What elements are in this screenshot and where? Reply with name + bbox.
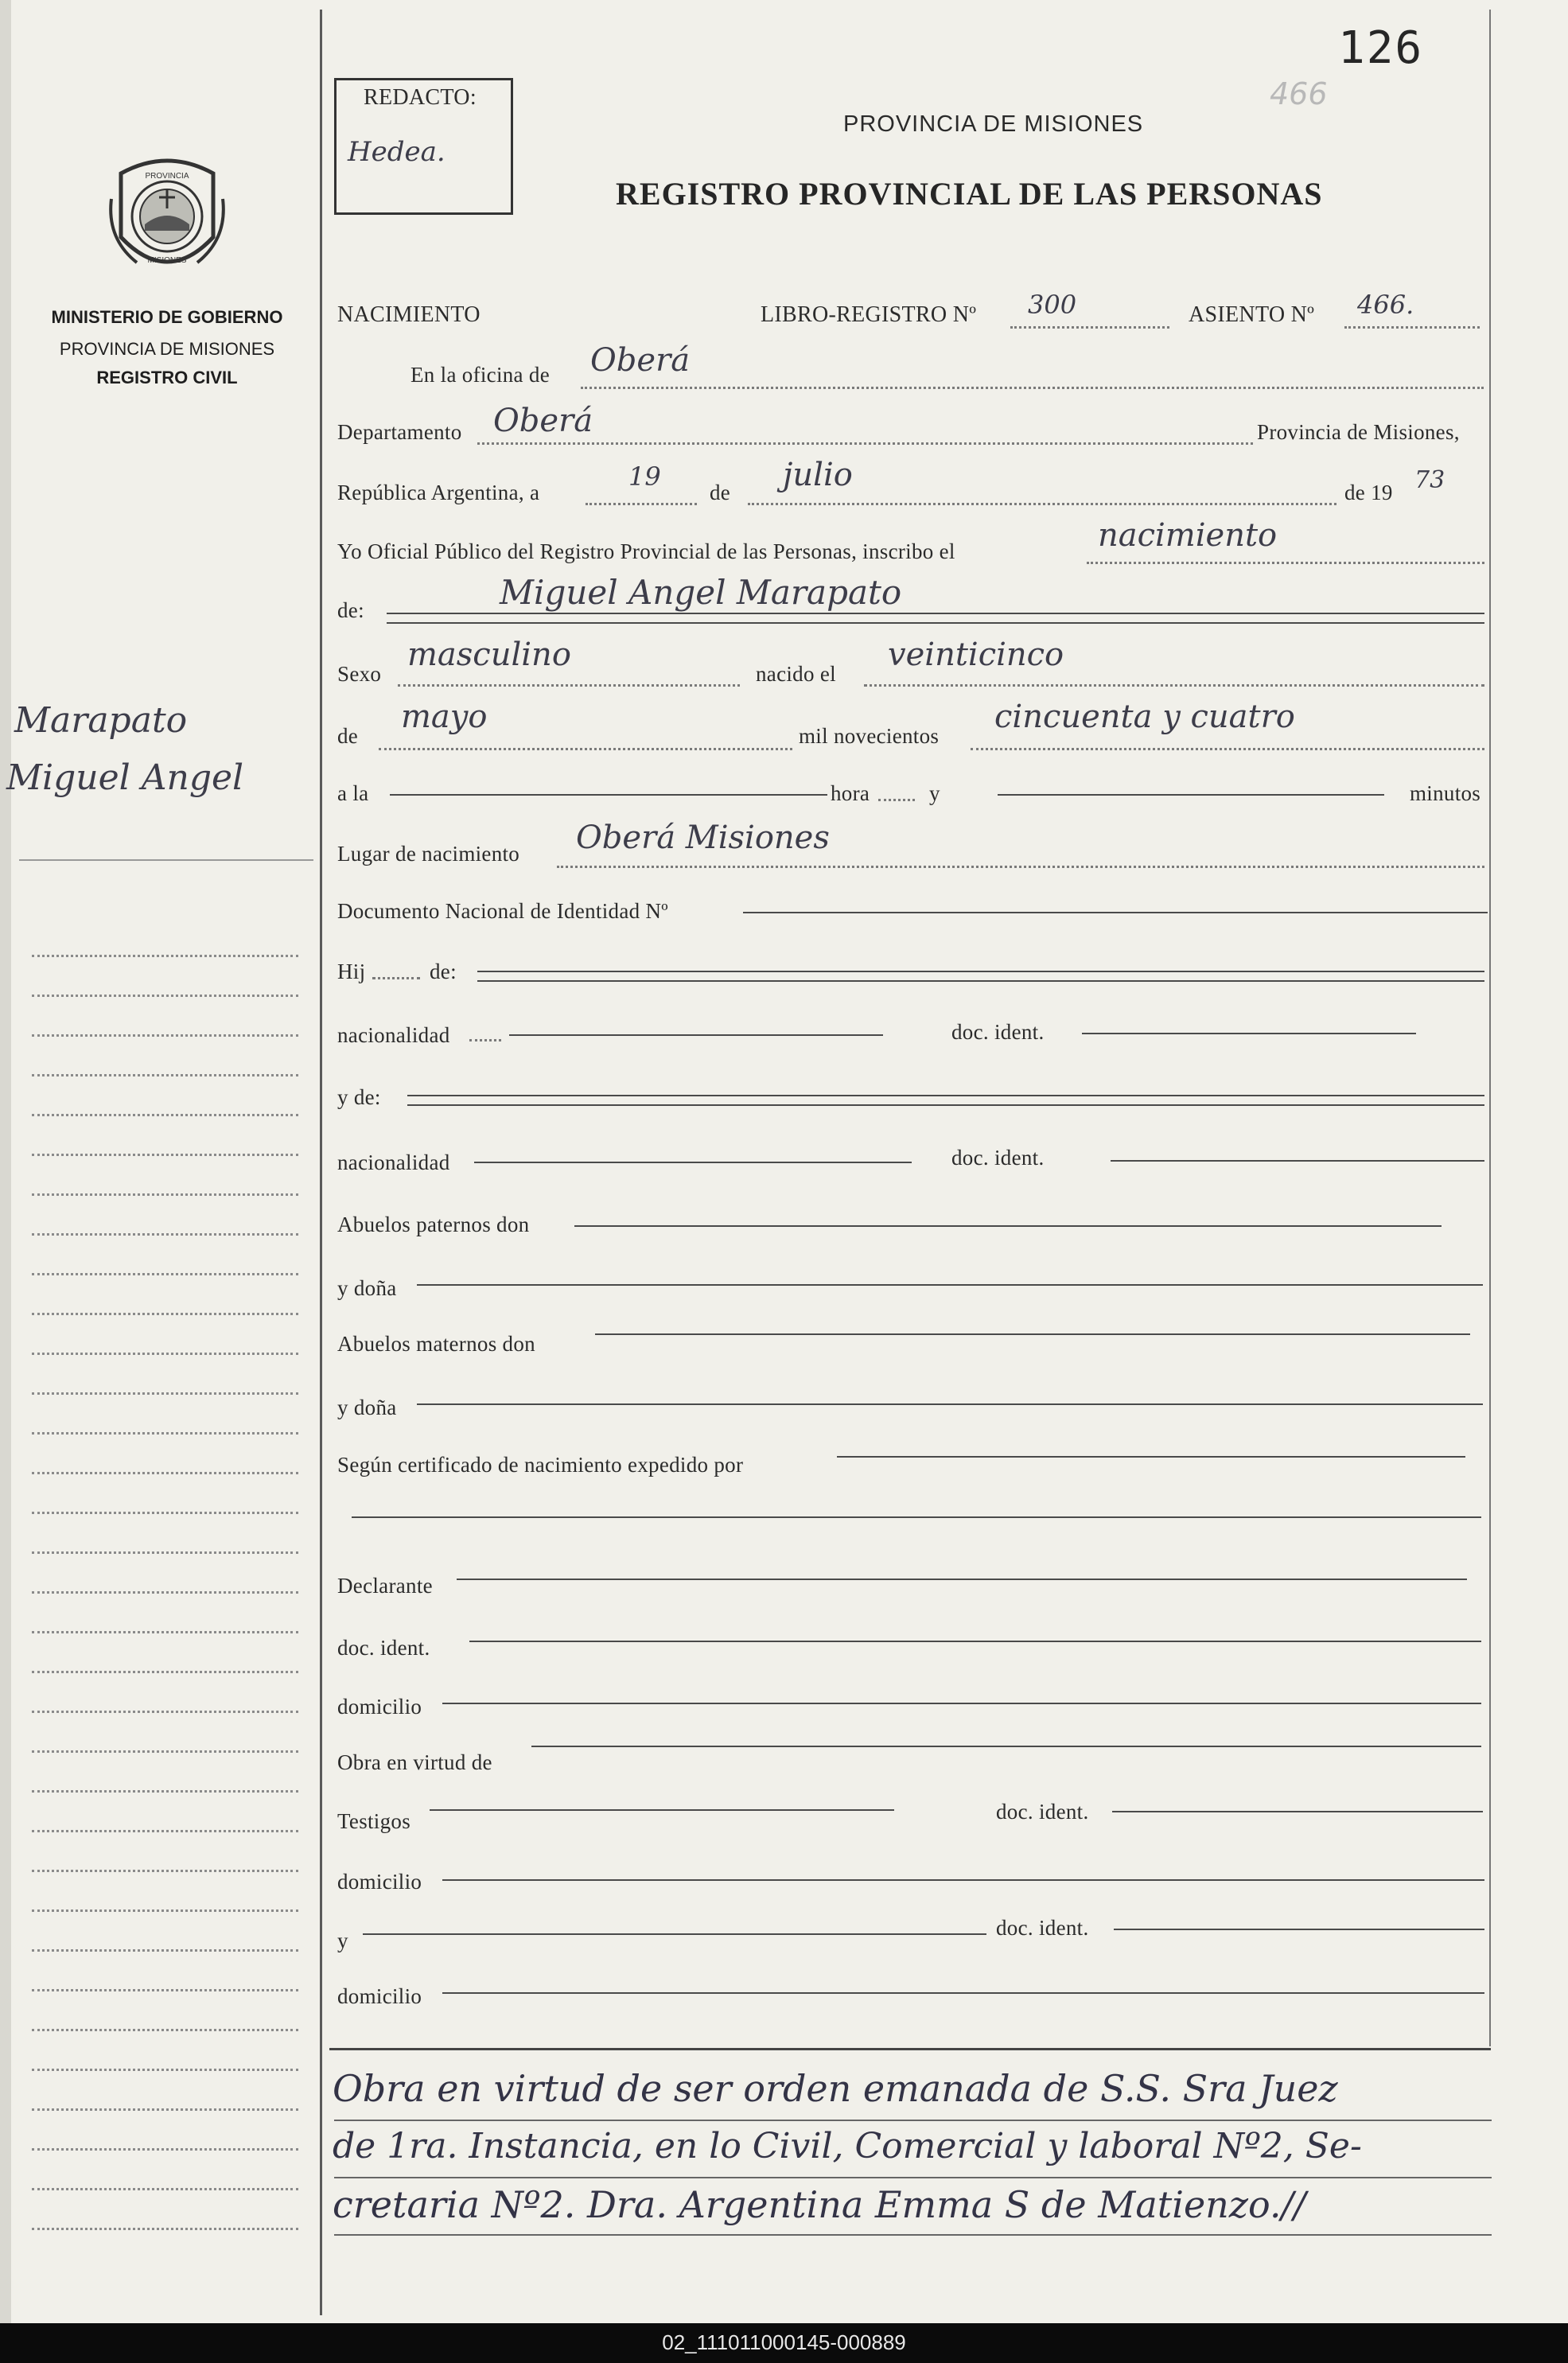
domicilio-3-label: domicilio (337, 1984, 422, 2008)
hora-label: hora (831, 781, 870, 805)
republica-label: República Argentina, a (337, 481, 540, 504)
y-dona-1-label: y doña (337, 1276, 397, 1300)
anio-prefix: de 19 (1344, 481, 1393, 504)
margin-given-names: Miguel Angel (6, 757, 244, 798)
oficina-value: Oberá (590, 342, 691, 379)
margin-dotted-line (32, 1711, 298, 1713)
departamento-value: Oberá (493, 403, 593, 439)
sexo-value: masculino (407, 636, 571, 673)
segun-certificado-line (837, 1456, 1465, 1458)
mes-line (748, 503, 1336, 505)
domicilio-2-line (442, 1879, 1484, 1881)
nacionalidad-1-dots (469, 1039, 501, 1041)
ministry-registro: REGISTRO CIVIL (96, 368, 238, 387)
margin-rule (320, 10, 322, 2315)
domicilio-1-label: domicilio (337, 1695, 422, 1719)
hij-de-line-1 (477, 971, 1484, 972)
pencil-number: 466 (1270, 76, 1328, 111)
nacido-mes-line (379, 748, 792, 750)
nacido-label: nacido el (756, 662, 836, 686)
y-testigo-line (363, 1933, 986, 1935)
note-underline-3 (334, 2234, 1492, 2236)
margin-dotted-line (32, 1830, 298, 1832)
testigos-label: Testigos (337, 1809, 411, 1833)
inscribo-value: nacimiento (1098, 517, 1278, 554)
abuelos-maternos-line (595, 1333, 1470, 1335)
libro-registro-value: 300 (1028, 290, 1077, 320)
inscribo-line (1087, 562, 1484, 564)
y-dona-2-label: y doña (337, 1396, 397, 1419)
provincia-suffix: Provincia de Misiones, (1257, 420, 1460, 444)
nacido-value: veinticinco (888, 636, 1064, 673)
nacionalidad-1-line (509, 1034, 883, 1036)
margin-rule-under-name (19, 859, 313, 861)
margin-surname: Marapato (14, 700, 188, 741)
documento-label: Documento Nacional de Identidad Nº (337, 899, 668, 923)
margin-dotted-line (32, 995, 298, 997)
note-line-1: Obra en virtud de ser orden emanada de S.S. Sra Juez (333, 2067, 1338, 2110)
margin-dotted-line (32, 1392, 298, 1395)
registry-title: REGISTRO PROVINCIAL DE LAS PERSONAS (616, 176, 1323, 212)
margin-dotted-line (32, 1074, 298, 1076)
abuelos-paternos-label: Abuelos paternos don (337, 1213, 530, 1236)
sexo-label: Sexo (337, 662, 382, 686)
minutos-label: minutos (1410, 781, 1481, 805)
mes-value: julio (783, 457, 853, 493)
margin-dotted-line (32, 2069, 298, 2071)
obra-en-virtud-line (531, 1746, 1481, 1747)
margin-dotted-line (32, 1989, 298, 1991)
nacido-mes-value: mayo (401, 699, 488, 735)
note-line-2: de 1ra. Instancia, en lo Civil, Comercial y laboral Nº2, Se- (333, 2126, 1362, 2166)
redacto-box (334, 78, 513, 215)
oficial-text: Yo Oficial Público del Registro Provincial de las Personas, inscribo el (337, 539, 955, 563)
margin-dotted-line (32, 2188, 298, 2190)
lugar-line (557, 866, 1484, 868)
libro-registro-label: LIBRO-REGISTRO Nº (761, 302, 977, 327)
testigos-line (430, 1809, 894, 1811)
doc-ident-1-label: doc. ident. (951, 1020, 1045, 1044)
page-number: 126 (1338, 22, 1424, 74)
record-type-label: NACIMIENTO (337, 302, 481, 327)
asiento-label: ASIENTO Nº (1189, 302, 1315, 327)
margin-dotted-line (32, 1114, 298, 1116)
abuelos-paternos-line (574, 1225, 1442, 1227)
margin-dotted-line (32, 1750, 298, 1753)
doc-ident-4-label: doc. ident. (996, 1800, 1089, 1824)
margin-dotted-line (32, 2108, 298, 2111)
ministry-seal (105, 151, 229, 286)
hij-de-line-2 (477, 980, 1484, 982)
seal-bottom-text: MISIONES (147, 256, 187, 265)
lugar-value: Oberá Misiones (576, 819, 830, 856)
binding-edge (0, 0, 11, 2323)
hora-line (390, 794, 827, 796)
departamento-line (477, 442, 1253, 445)
declarante-line (457, 1579, 1467, 1580)
asiento-value: 466. (1357, 290, 1414, 320)
margin-dotted-line (32, 1193, 298, 1196)
doc-ident-4-line (1112, 1811, 1483, 1812)
y-de-label: y de: (337, 1085, 381, 1109)
seal-emblem-icon (105, 151, 229, 286)
doc-ident-2-line (1111, 1160, 1484, 1162)
margin-dotted-line (32, 1790, 298, 1793)
y-de-line-1 (407, 1095, 1484, 1096)
oficina-label: En la oficina de (410, 363, 550, 387)
nacionalidad-1-label: nacionalidad (337, 1023, 450, 1047)
domicilio-3-line (442, 1992, 1484, 1994)
margin-dotted-line (32, 1353, 298, 1355)
footer-image-id: 02_111011000145-000889 (662, 2330, 906, 2354)
minutos-line (998, 794, 1384, 796)
sexo-line (398, 684, 740, 687)
oficina-line (581, 387, 1484, 389)
hora-dots (878, 799, 915, 801)
margin-dotted-line (32, 1591, 298, 1594)
libro-registro-line (1010, 326, 1169, 329)
doc-ident-5-label: doc. ident. (996, 1916, 1089, 1940)
margin-dotted-line (32, 955, 298, 957)
segun-certificado-line-2 (352, 1516, 1481, 1518)
nacionalidad-2-line (474, 1162, 912, 1163)
segun-certificado-label: Según certificado de nacimiento expedido por (337, 1453, 744, 1477)
margin-dotted-line (32, 1949, 298, 1952)
persona-line-2 (387, 622, 1484, 624)
margin-dotted-line (32, 1154, 298, 1156)
obra-en-virtud-label: Obra en virtud de (337, 1750, 492, 1774)
margin-dotted-line (32, 1671, 298, 1673)
mil-novecientos-value: cincuenta y cuatro (994, 699, 1295, 735)
doc-ident-5-line (1114, 1929, 1484, 1930)
note-separator (329, 2048, 1491, 2050)
hij-label: Hij (337, 960, 366, 983)
seal-top-text: PROVINCIA (145, 172, 189, 181)
mil-novecientos-line (971, 748, 1484, 750)
persona-value: Miguel Angel Marapato (500, 573, 902, 612)
de-nacido-mes-label: de (337, 724, 359, 748)
nacionalidad-2-label: nacionalidad (337, 1150, 450, 1174)
de-persona-label: de: (337, 598, 364, 622)
province-heading: PROVINCIA DE MISIONES (843, 111, 1144, 137)
margin-dotted-line (32, 1313, 298, 1315)
abuelos-maternos-label: Abuelos maternos don (337, 1332, 535, 1356)
lugar-label: Lugar de nacimiento (337, 842, 520, 866)
margin-dotted-line (32, 1909, 298, 1912)
hij-de-label: de: (430, 960, 457, 983)
asiento-line (1344, 326, 1480, 329)
redacto-initials: Hedea. (348, 136, 445, 168)
margin-dotted-line (32, 1034, 298, 1037)
ministry-name: MINISTERIO DE GOBIERNO (51, 307, 283, 327)
hij-dots (372, 977, 420, 979)
margin-dotted-line (32, 2029, 298, 2031)
mil-novecientos-label: mil novecientos (799, 724, 940, 748)
de-mes-separator: de (710, 481, 731, 504)
y-de-line-2 (407, 1104, 1484, 1106)
redacto-label: REDACTO: (364, 85, 477, 110)
doc-ident-3-label: doc. ident. (337, 1636, 430, 1660)
doc-ident-2-label: doc. ident. (951, 1146, 1045, 1170)
margin-dotted-line (32, 1432, 298, 1435)
y-minutos-label: y (929, 781, 940, 805)
anio-value: 73 (1414, 466, 1445, 494)
ministry-province: PROVINCIA DE MISIONES (59, 339, 275, 359)
margin-dotted-line (32, 1233, 298, 1236)
margin-dotted-line (32, 2148, 298, 2151)
margin-dotted-line (32, 1273, 298, 1275)
margin-dotted-line (32, 2228, 298, 2230)
margin-dotted-line (32, 1631, 298, 1633)
y-dona-2-line (417, 1403, 1483, 1405)
y-testigo-label: y (337, 1929, 348, 1952)
persona-line-1 (387, 613, 1484, 614)
note-line-3: cretaria Nº2. Dra. Argentina Emma S de Matienzo.// (333, 2183, 1306, 2226)
right-edge-rule (1489, 10, 1491, 2046)
a-la-label: a la (337, 781, 369, 805)
margin-dotted-line (32, 1870, 298, 1872)
margin-dotted-line (32, 1551, 298, 1554)
domicilio-1-line (442, 1703, 1481, 1704)
y-dona-1-line (417, 1284, 1483, 1286)
departamento-label: Departamento (337, 420, 462, 444)
margin-dotted-line (32, 1472, 298, 1474)
dia-value: 19 (628, 461, 661, 492)
note-underline-2 (334, 2177, 1492, 2178)
declarante-label: Declarante (337, 1574, 433, 1598)
doc-ident-3-line (469, 1641, 1481, 1642)
documento-line (743, 912, 1488, 913)
note-underline-1 (334, 2120, 1492, 2121)
domicilio-2-label: domicilio (337, 1870, 422, 1894)
nacido-line (864, 684, 1484, 687)
margin-dotted-line (32, 1512, 298, 1514)
dia-line (586, 503, 697, 505)
doc-ident-1-line (1082, 1033, 1416, 1034)
